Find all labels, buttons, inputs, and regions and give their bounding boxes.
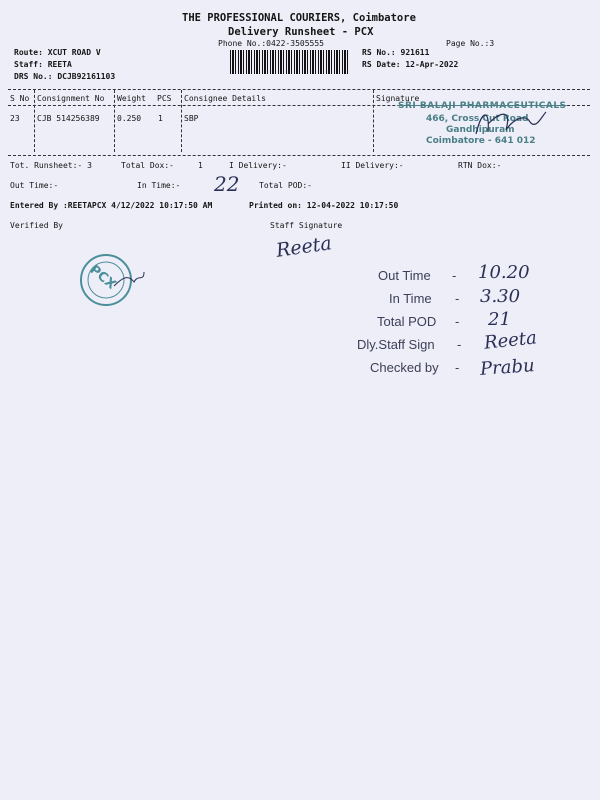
total-runsheet: Tot. Runsheet:- 3	[10, 161, 92, 170]
log-label-in-time: In Time	[389, 291, 432, 306]
row-sno: 23	[10, 114, 20, 123]
log-value-in-time: 3.30	[480, 286, 521, 307]
log-value-out-time: 10.20	[478, 262, 530, 283]
total-dox-value: 1	[198, 161, 203, 170]
total-pod-label: Total POD:-	[259, 181, 312, 190]
col-divider	[181, 90, 182, 152]
header-consignment: Consignment No	[37, 94, 105, 103]
header-consignee: Consignee Details	[184, 94, 266, 103]
out-time-label: Out Time:-	[10, 181, 59, 190]
header-weight: Weight	[117, 94, 146, 103]
ii-delivery: II Delivery:-	[341, 161, 404, 170]
company-title: THE PROFESSIONAL COURIERS, Coimbatore	[182, 12, 416, 24]
log-label-dly-staff-sign: Dly.Staff Sign	[357, 337, 435, 352]
log-value-checked-by: Prabu	[479, 355, 536, 380]
col-divider	[373, 90, 374, 152]
col-divider	[114, 90, 115, 152]
handwritten-pod-count: 22	[214, 172, 240, 196]
rs-number: RS No.: 921611	[362, 48, 430, 57]
receiver-signature-scribble	[470, 104, 550, 144]
consignee-stamp: SRI BALAJI PHARMACEUTICALS 466, Cross Cut Road Gandhipuram Coimbatore - 641 012	[398, 101, 567, 146]
row-weight: 0.250	[117, 114, 142, 123]
log-label-checked-by: Checked by	[370, 360, 439, 375]
table-top-rule	[8, 89, 590, 90]
table-bottom-rule	[8, 155, 590, 156]
drs-number: DRS No.: DCJB92161103	[14, 72, 116, 81]
row-consignment: CJB 514256389	[37, 114, 100, 123]
rs-date: RS Date: 12-Apr-2022	[362, 60, 459, 69]
barcode	[230, 50, 350, 74]
entered-by: Entered By :REETAPCX 4/12/2022 10:17:50 AM	[10, 201, 213, 210]
route: Route: XCUT ROAD V	[14, 48, 101, 57]
rtn-dox: RTN Dox:-	[458, 161, 502, 170]
printed-on: Printed on: 12-04-2022 10:17:50	[249, 201, 399, 210]
runsheet-subtitle: Delivery Runsheet - PCX	[228, 26, 374, 38]
log-value-total-pod: 21	[488, 309, 511, 330]
row-consignee: SBP	[184, 114, 199, 123]
log-label-out-time: Out Time	[378, 268, 431, 283]
seal-text: PCX	[86, 262, 119, 293]
header-sno: S No	[10, 94, 30, 103]
staff-signature: Reeta	[274, 232, 334, 262]
in-time-label: In Time:-	[137, 181, 181, 190]
log-label-total-pod: Total POD	[377, 314, 437, 329]
log-value-staff-sign: Reeta	[483, 327, 538, 354]
verified-by: Verified By	[10, 221, 63, 230]
phone-number: Phone No.:0422-3505555	[218, 39, 324, 48]
staff-signature-label: Staff Signature	[270, 221, 343, 230]
header-signature: Signature	[376, 94, 420, 103]
i-delivery: I Delivery:-	[229, 161, 287, 170]
row-pcs: 1	[158, 114, 163, 123]
col-divider	[34, 90, 35, 152]
page-number: Page No.:3	[446, 39, 495, 48]
staff-name: Staff: REETA	[14, 60, 72, 69]
header-pcs: PCS	[157, 94, 172, 103]
total-dox-label: Total Dox:-	[121, 161, 174, 170]
